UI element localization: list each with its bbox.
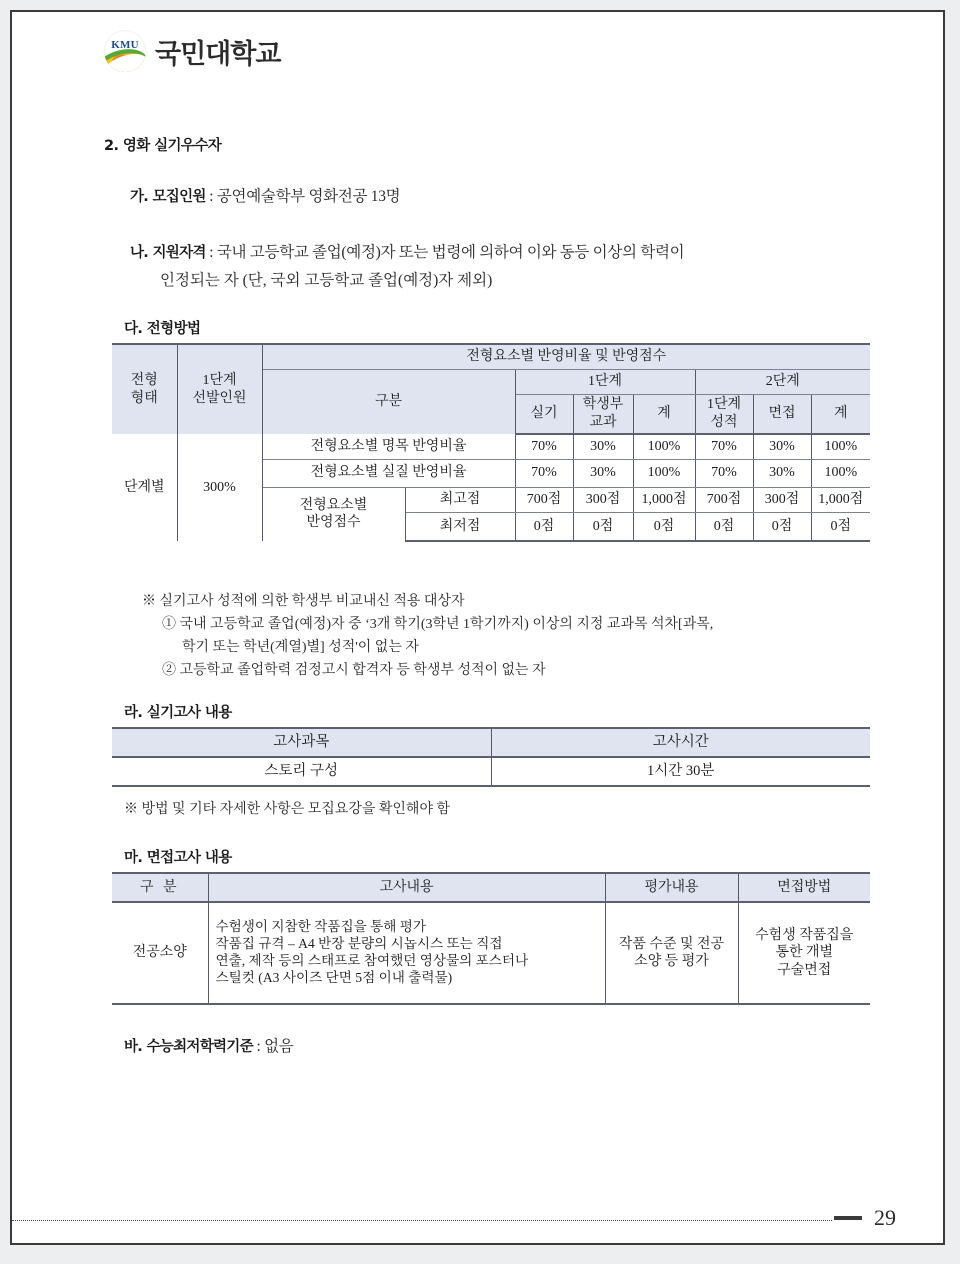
header-type-line2: 형태 <box>130 390 158 406</box>
header-group-title: 전형요소별 반영비율 및 반영점수 <box>262 344 870 369</box>
cell-value: 70% <box>515 434 573 459</box>
cell-iv-content-line3: 연출, 제작 등의 스태프로 참여했던 영상물의 포스터나 <box>215 953 529 968</box>
row-label-score-l2: 반영점수 <box>306 515 361 531</box>
header-quota-line1: 1단계 <box>202 373 237 388</box>
method-note-0: ※ 실기고사 성적에 의한 학생부 비교내신 적용 대상자 <box>142 594 465 609</box>
header-s2-stage1-score <box>695 394 753 434</box>
cell-value: 30% <box>753 434 811 459</box>
row-label-score-l1: 전형요소별 <box>299 497 368 513</box>
item-csat-minimum-label: 바. 수능최저학력기준 <box>124 1039 253 1055</box>
cell-value: 0점 <box>753 512 811 541</box>
footer-dash-mark <box>834 1216 862 1220</box>
item-eligibility <box>130 240 684 262</box>
item-eligibility-label: 나. 지원자격 <box>130 245 206 261</box>
cell-value: 30% <box>753 459 811 487</box>
table-header-row <box>112 873 870 902</box>
university-name: 국민대학교 <box>155 38 281 70</box>
method-note-1-line1: ① 국내 고등학교 졸업(예정)자 중 ‘3개 학기(3학년 1학기까지) 이상의 지정 교과목 석차[과목, <box>162 617 714 632</box>
cell-value: 0점 <box>695 512 753 541</box>
header-s1-practical: 실기 <box>515 394 573 434</box>
section-title: 2. 영화 실기우수자 <box>104 138 222 154</box>
header-s2-stage1-score-l2: 성적 <box>710 414 738 430</box>
cell-value: 70% <box>695 434 753 459</box>
cell-iv-gubun: 전공소양 <box>112 902 208 1004</box>
cell-iv-evaluation-line2: 소양 등 평가 <box>634 954 709 969</box>
cell-value: 30% <box>573 459 633 487</box>
header-quota-cell <box>177 344 262 434</box>
item-interview-label: 마. 면접고사 내용 <box>124 850 232 866</box>
table-header-row-1 <box>112 344 870 369</box>
cell-value: 300점 <box>753 487 811 512</box>
table-row <box>112 902 870 1004</box>
item-eligibility-value-line1: 국내 고등학교 졸업(예정)자 또는 법령에 의하여 이와 동등 이상의 학력이 <box>216 244 685 261</box>
cell-iv-content-line2: 작품집 규격 – A4 반장 분량의 시놉시스 또는 직접 <box>215 936 503 952</box>
cell-iv-evaluation <box>605 902 738 1004</box>
header-s2-interview: 면접 <box>753 394 811 434</box>
row-label-nominal: 전형요소별 명목 반영비율 <box>262 434 515 459</box>
method-note-1-line2: 학기 또는 학년(계열)별] 성적'이 없는 자 <box>182 640 419 655</box>
cell-value: 100% <box>811 459 870 487</box>
header-s1-school-record <box>573 394 633 434</box>
header-s1-total: 계 <box>633 394 695 434</box>
body-quota-value: 300% <box>177 434 262 541</box>
header-iv-content: 고사내용 <box>208 873 605 902</box>
document-header <box>104 30 280 72</box>
header-s2-stage1-score-l1: 1단계 <box>706 397 742 413</box>
cell-value: 30% <box>573 434 633 459</box>
row-label-max: 최고점 <box>405 487 515 512</box>
cell-iv-content <box>208 902 605 1004</box>
kmu-logo-icon <box>104 30 146 72</box>
item-recruitment-value: 공연예술학부 영화전공 13명 <box>216 188 401 205</box>
document-page <box>10 10 945 1245</box>
item-csat-minimum-sep: : <box>252 1038 265 1055</box>
cell-value: 0점 <box>515 512 573 541</box>
cell-exam-time: 1시간 30분 <box>491 757 870 786</box>
cell-value: 0점 <box>633 512 695 541</box>
cell-value: 100% <box>633 459 695 487</box>
footer-divider <box>12 1220 832 1221</box>
logo-abbr-text: KMU <box>111 39 139 51</box>
row-label-min: 최저점 <box>405 512 515 541</box>
page-number: 29 <box>874 1205 896 1230</box>
header-iv-evaluation: 평가내용 <box>605 873 738 902</box>
body-type-value: 단계별 <box>112 434 177 541</box>
item-eligibility-value-line2: 인정되는 자 (단, 국외 고등학교 졸업(예정)자 제외) <box>160 272 493 289</box>
header-gubun: 구분 <box>262 369 515 434</box>
cell-value: 1,000점 <box>811 487 870 512</box>
header-s1-school-record-l2: 교과 <box>589 414 617 430</box>
item-eligibility-sep: : <box>205 244 217 261</box>
cell-value: 70% <box>695 459 753 487</box>
row-label-actual: 전형요소별 실질 반영비율 <box>262 459 515 487</box>
header-iv-method: 면접방법 <box>738 873 870 902</box>
header-type-cell <box>112 344 177 434</box>
table-row <box>112 434 870 459</box>
item-csat-minimum <box>124 1034 293 1056</box>
item-csat-minimum-value: 없음 <box>264 1038 294 1055</box>
cell-iv-method-line3: 구술면접 <box>777 962 832 978</box>
item-recruitment-label: 가. 모집인원 <box>130 189 206 205</box>
header-stage1: 1단계 <box>515 369 695 394</box>
cell-iv-content-line1: 수험생이 지참한 작품집을 통해 평가 <box>215 919 427 935</box>
table-header-row <box>112 728 870 757</box>
cell-iv-evaluation-line1: 작품 수준 및 전공 <box>618 936 725 952</box>
header-iv-gubun: 구 분 <box>112 873 208 902</box>
cell-value: 1,000점 <box>633 487 695 512</box>
item-recruitment-sep: : <box>205 188 217 205</box>
header-type-line1: 전형 <box>130 373 158 388</box>
cell-iv-method-line2: 통한 개별 <box>775 945 834 961</box>
item-recruitment <box>130 184 400 206</box>
cell-value: 0점 <box>573 512 633 541</box>
cell-value: 0점 <box>811 512 870 541</box>
cell-value: 100% <box>633 434 695 459</box>
practical-note: ※ 방법 및 기타 자세한 사항은 모집요강을 확인해야 함 <box>124 802 451 817</box>
admission-method-table <box>112 343 870 542</box>
header-stage2: 2단계 <box>695 369 870 394</box>
row-label-score-group <box>262 487 405 541</box>
item-method-label: 다. 전형방법 <box>124 321 201 337</box>
cell-value: 300점 <box>573 487 633 512</box>
header-exam-time: 고사시간 <box>491 728 870 757</box>
header-quota-line2: 선발인원 <box>192 390 247 406</box>
cell-value: 70% <box>515 459 573 487</box>
cell-iv-content-line4: 스틸컷 (A3 사이즈 단면 5점 이내 출력물) <box>215 969 453 985</box>
cell-value: 100% <box>811 434 870 459</box>
header-s2-total: 계 <box>811 394 870 434</box>
cell-value: 700점 <box>695 487 753 512</box>
header-s1-school-record-l1: 학생부 <box>582 397 624 413</box>
item-practical-label: 라. 실기고사 내용 <box>124 705 232 721</box>
cell-value: 700점 <box>515 487 573 512</box>
practical-exam-table <box>112 727 870 787</box>
table-row <box>112 757 870 786</box>
cell-exam-subject: 스토리 구성 <box>112 757 491 786</box>
cell-iv-method-line1: 수험생 작품집을 <box>755 927 854 943</box>
method-note-2: ② 고등학교 졸업학력 검정고시 합격자 등 학생부 성적이 없는 자 <box>162 663 546 678</box>
interview-exam-table <box>112 872 870 1005</box>
header-exam-subject: 고사과목 <box>112 728 491 757</box>
cell-iv-method <box>738 902 870 1004</box>
